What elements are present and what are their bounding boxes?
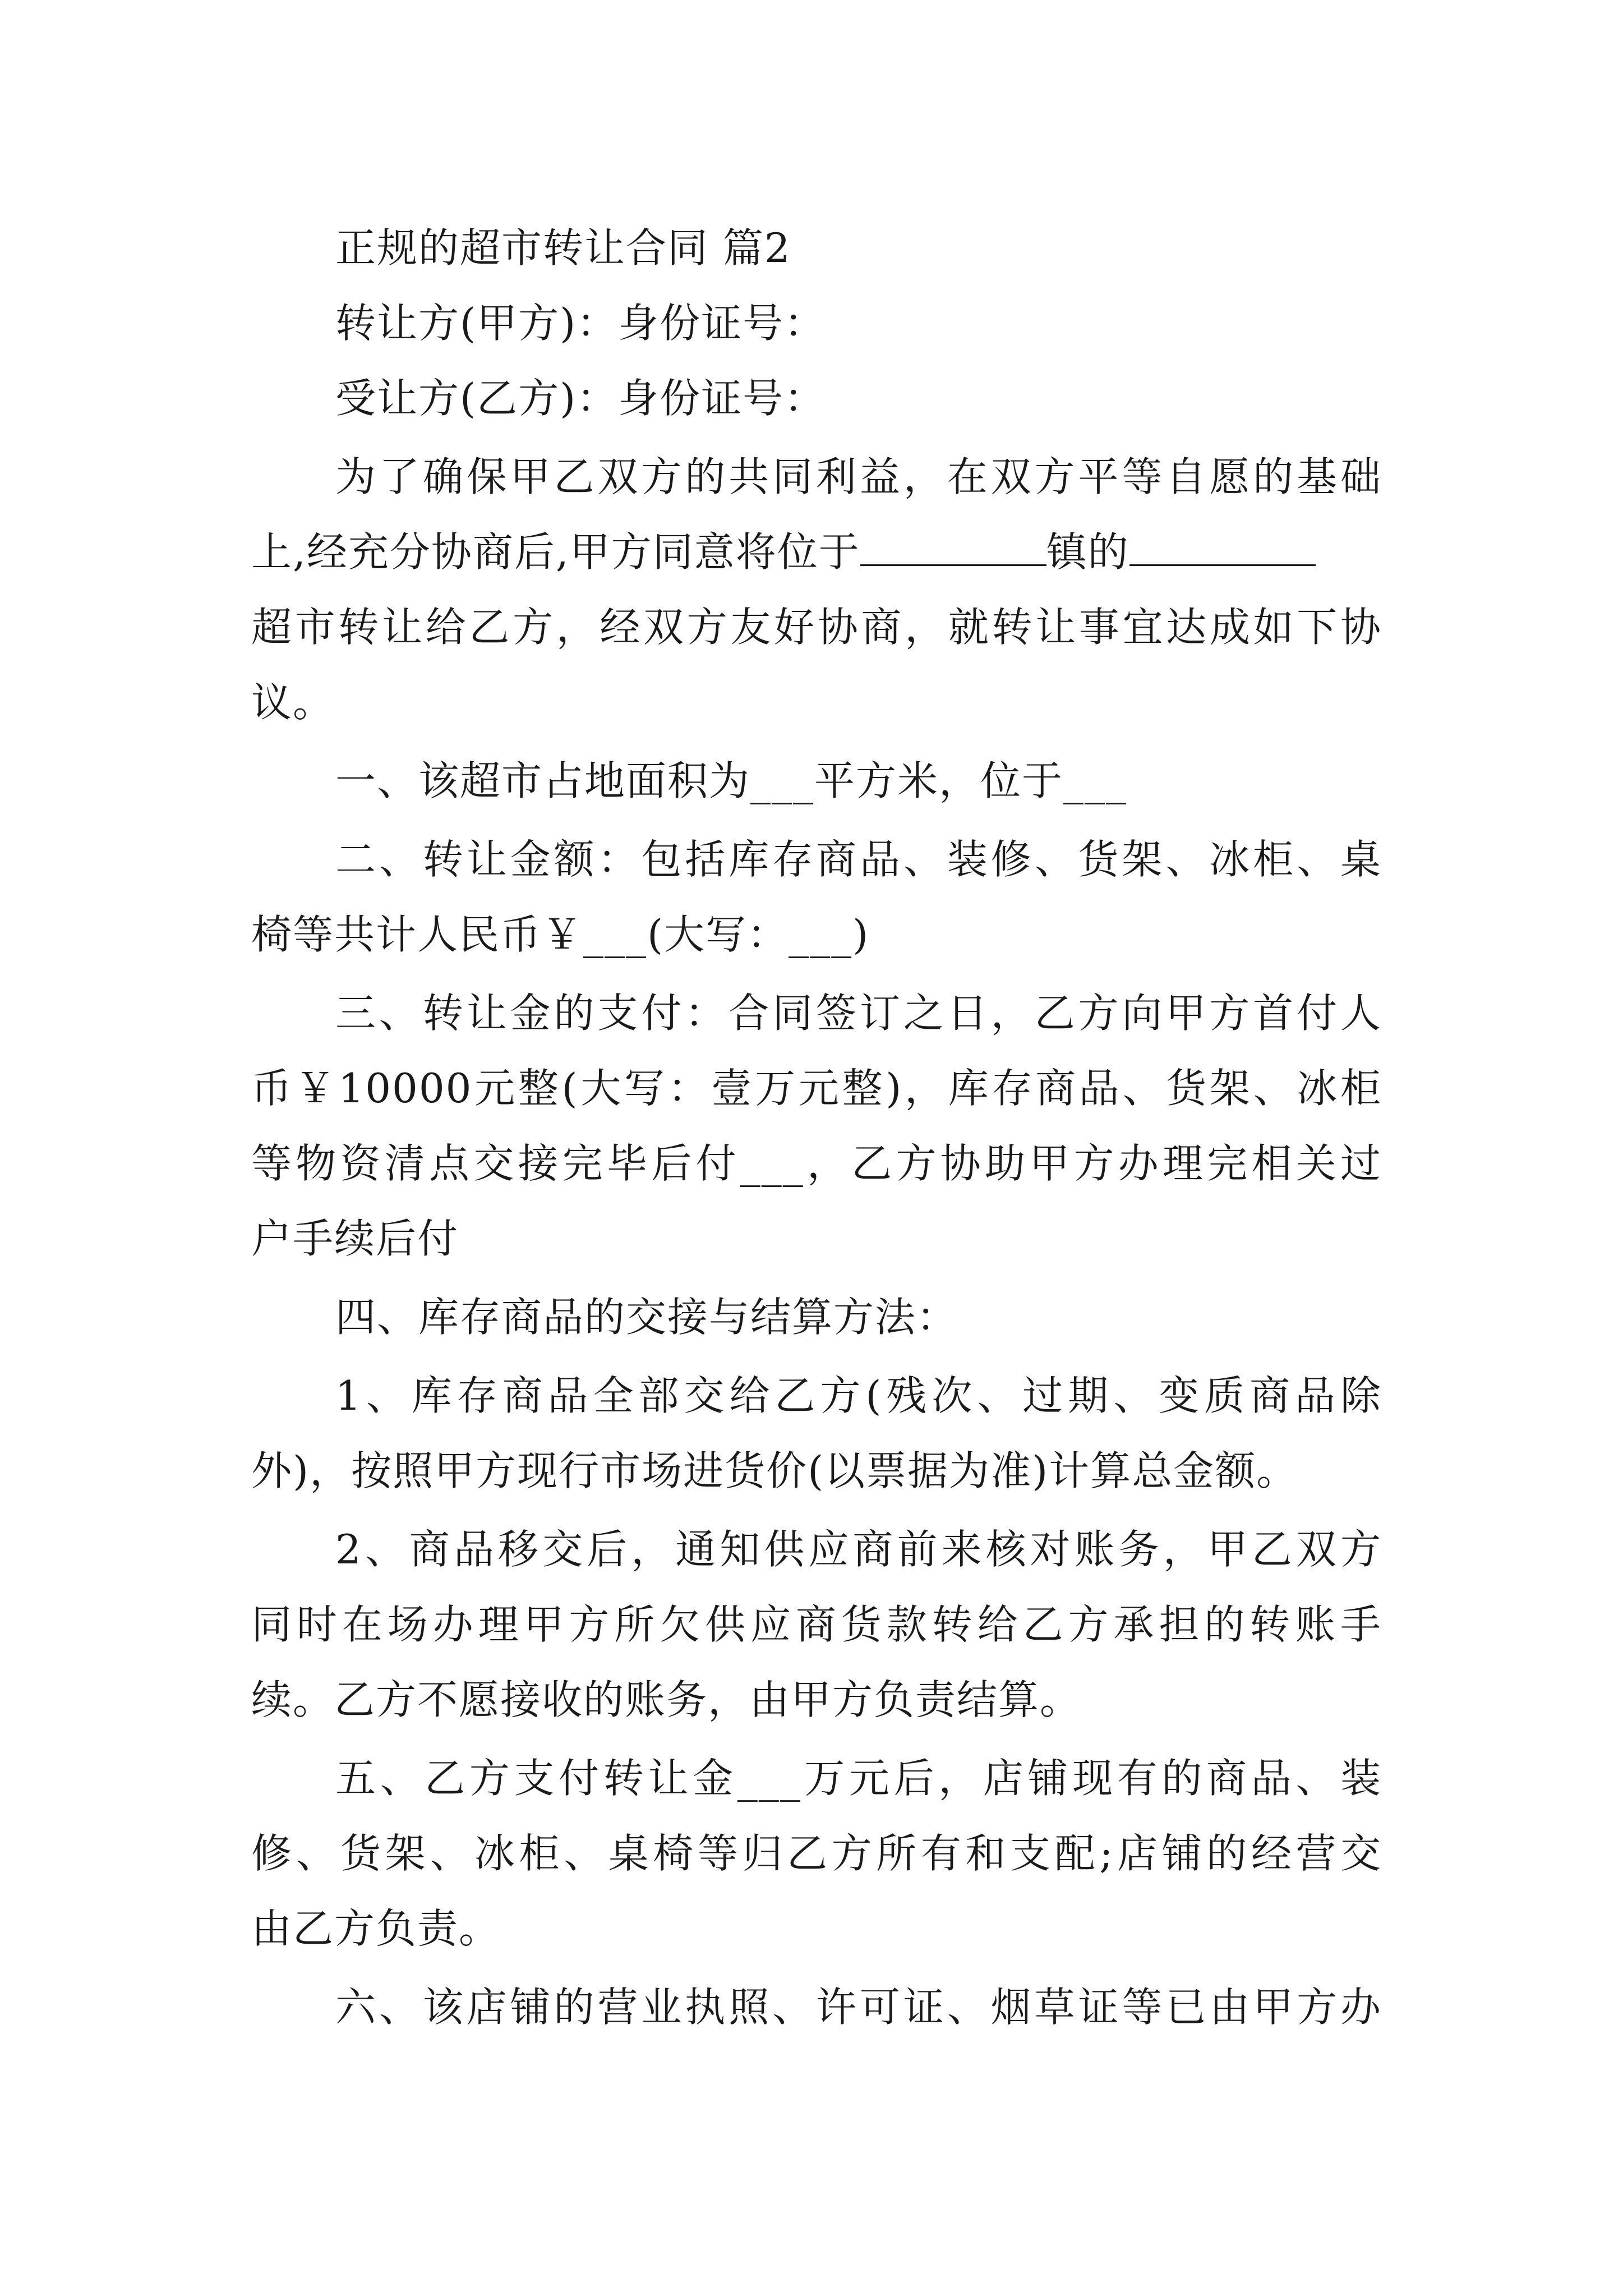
paragraph-line: 同时在场办理甲方所欠供应商货款转给乙方承担的转账手 [251, 1601, 1382, 1648]
paragraph-line: 外)，按照甲方现行市场进货价(以票据为准)计算总金额。 [251, 1447, 1298, 1494]
clause-2 [251, 822, 1382, 972]
paragraph-line: 三、转让金的支付：合同签订之日，乙方向甲方首付人 [335, 990, 1382, 1037]
paragraph-line: 币￥10000元整(大写：壹万元整)，库存商品、货架、冰柜 [251, 1065, 1382, 1112]
paragraph-line: 为了确保甲乙双方的共同利益，在双方平等自愿的基础 [335, 453, 1382, 500]
paragraph-line: 超市转让给乙方，经双方友好协商，就转让事宜达成如下协 [251, 604, 1382, 651]
document-heading: 正规的超市转让合同 篇2 [335, 224, 791, 272]
paragraph-line: 1、库存商品全部交给乙方(残次、过期、变质商品除 [335, 1372, 1382, 1419]
paragraph-line: 等物资清点交接完毕后付___，乙方协助甲方办理完相关过 [251, 1140, 1382, 1187]
paragraph-line: 由乙方负责。 [251, 1905, 501, 1952]
clause-4: 四、库存商品的交接与结算方法： [335, 1294, 958, 1341]
fill-in-blank [1129, 530, 1316, 566]
item-1 [251, 1358, 1382, 1508]
paragraph-line: 椅等共计人民币￥___(大写：___) [251, 911, 870, 958]
clause-5 [251, 1741, 1382, 1966]
fill-in-blank [860, 530, 1046, 566]
paragraph-line: 2、商品移交后，通知供应商前来核对账务，甲乙双方 [335, 1526, 1382, 1573]
text-segment: 上,经充分协商后,甲方同意将位于 [251, 528, 860, 576]
intro-paragraph [251, 439, 1382, 740]
clause-6 [251, 1970, 1382, 2045]
party-a-line: 转让方(甲方)：身份证号： [335, 300, 826, 347]
document-body [251, 210, 1382, 2045]
clause-3 [251, 976, 1382, 1276]
clause-1: 一、该超市占地面积为___平方米，位于___ [335, 757, 1128, 804]
paragraph-line: 议。 [251, 679, 335, 726]
party-b-line: 受让方(乙方)：身份证号： [335, 375, 826, 422]
paragraph-line [251, 514, 1382, 590]
paragraph-line: 户手续后付 [251, 1215, 459, 1262]
paragraph-line: 六、该店铺的营业执照、许可证、烟草证等已由甲方办 [335, 1984, 1382, 2031]
text-segment: 镇的 [1046, 528, 1129, 576]
paragraph-line: 续。乙方不愿接收的账务，由甲方负责结算。 [251, 1676, 1082, 1723]
paragraph-line: 二、转让金额：包括库存商品、装修、货架、冰柜、桌 [335, 836, 1382, 883]
paragraph-line: 修、货架、冰柜、桌椅等归乙方所有和支配;店铺的经营交 [251, 1830, 1382, 1877]
item-2 [251, 1512, 1382, 1737]
paragraph-line: 五、乙方支付转让金___万元后，店铺现有的商品、装 [335, 1755, 1382, 1802]
